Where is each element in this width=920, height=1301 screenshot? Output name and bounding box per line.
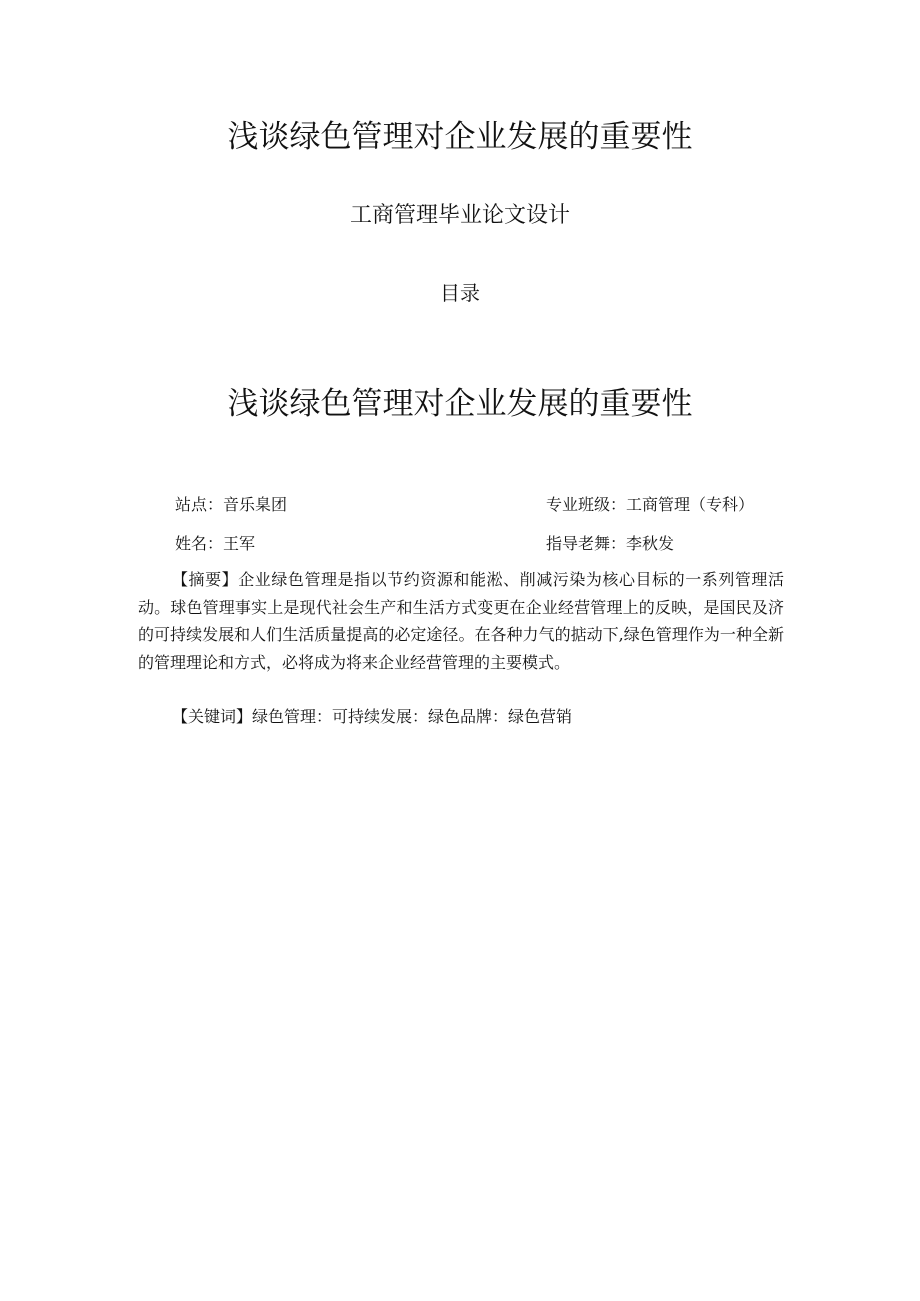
advisor-field: 指导老舞：李秋发 — [546, 534, 675, 553]
document-title: 浅谈绿色管理对企业发展的重要性 — [227, 119, 693, 155]
toc-heading: 目录 — [440, 281, 480, 305]
site-field: 站点：音乐臬团 — [175, 495, 288, 514]
paper-title: 浅谈绿色管理对企业发展的重要性 — [227, 386, 693, 422]
author-name-field: 姓名：王军 — [175, 534, 256, 553]
major-class-field: 专业班级：工商管理（专科） — [546, 495, 755, 514]
abstract-paragraph: 【摘要】企业绿色管理是指以节约资源和能淞、削减污染为核心目标的一系列管理活动。球色管理事实上是现代社会生产和生活方式变更在企业经营管理上的反映，是国民及济的可持续发展和人们生活质量提高的必定途径。在各种力气的掂动下,绿色管理作为一种全新的管理理论和方式，必将成为将来企业经营管理的主要模式。 — [138, 570, 784, 672]
keywords-paragraph: 【关键词】绿色管理：可持续发展：绿色品牌：绿色营销 — [172, 707, 573, 726]
document-subtitle: 工商管理毕业论文设计 — [349, 203, 570, 228]
